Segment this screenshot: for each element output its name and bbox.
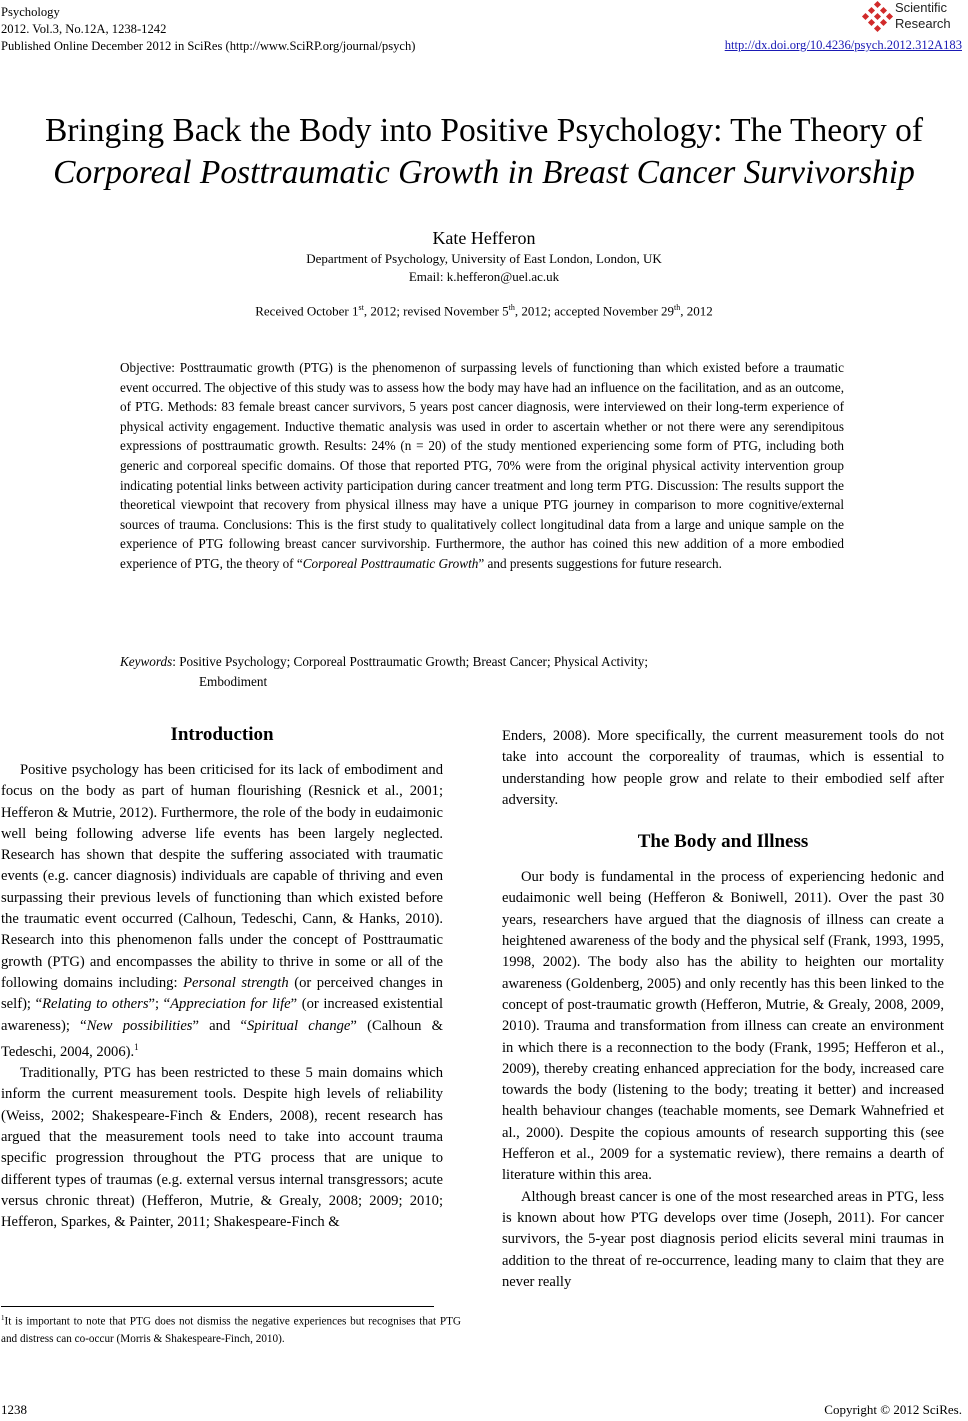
publisher-logo [863,0,963,36]
paper-title [0,110,968,194]
page-number: 1238 [1,1402,27,1417]
title-line-2: Corporeal Posttraumatic Growth in Breast Cancer Survivorship [53,154,915,191]
footnote-divider [1,1306,434,1307]
paragraph: Enders, 2008). More specifically, the current measurement tools do not take into account the corporeality of traumas, which is essential to understanding how people grow and relate to their embodied self after adversity. [502,728,944,808]
doi-link[interactable]: http://dx.doi.org/10.4236/psych.2012.312A183 [724,38,962,52]
section-heading-introduction: Introduction [170,724,274,745]
left-column [1,722,443,1233]
logo-text-line1: Scientific [895,0,948,15]
journal-volume: 2012. Vol.3, No.12A, 1238-1242 [1,22,167,36]
journal-header [1,4,416,55]
section-heading-body-illness: The Body and Illness [637,831,809,853]
scientific-research-logo-icon [863,2,893,32]
keywords: Keywords: Positive Psychology; Corporeal Posttraumatic Growth; Breast Cancer; Physical Activity; Embodiment [120,654,649,689]
author-department: Department of Psychology, University of East London, London, UK [306,251,662,266]
copyright: Copyright © 2012 SciRes. [824,1402,962,1417]
logo-text-line2: Research [895,16,951,31]
footnote: $^1$It is important to note that PTG does not dismiss the negative experiences but recognises that PTG and distress can co-occur (Morris & Shakespeare-Finch, 2010). [1,1314,461,1345]
publication-info: Published Online December 2012 in SciRes (http://www.SciRP.org/journal/psych) [1,39,416,53]
abstract: Objective: Posttraumatic growth (PTG) is the phenomenon of surpassing levels of functioning than which existed before a traumatic event occurred. The objective of this study was to assess how the body may have had an influence on the facilitation, and as an outcome, of PTG. Methods: 83 female breast cancer survivors, 5 years post cancer diagnosis, were interviewed on their long-term experience of physical activity engagement. Inductive thematic analysis was used in order to ascertain whether or not there were any serendipitous expressions of posttraumatic growth. Results: 24% (n = 20) of the study mentioned experiencing some form of PTG, including both generic and corporeal specific domains. Of those that reported PTG, 70% were from the original physical activity intervention group indicating potential links between activity participation during cancer treatment and long term PTG. Discussion: The results support the theoretical viewpoint that recovery from physical illness may have a unique PTG journey in comparison to more cognitive/external sources of trauma. Conclusions: This is the first study to qualitatively collect longitudinal data from a large and unique sample on the experience of PTG following breast cancer survivorship. Furthermore, the author has coined this new addition of a more embodied experience of PTG, the theory of “Corporeal Posttraumatic Growth” and presents suggestions for future research. [120,360,844,571]
author-affiliation [0,250,968,286]
keywords-label: Keywords [120,654,173,669]
paragraph: Positive psychology has been criticised for its lack of embodiment and focus on the body as part of human flourishing (Resnick et al., 2001; Hefferon & Mutrie, 2012). Furthermore, the role of the body in eudaimonic well being following adverse life events has been largely neglected. Research has shown that despite the suffering associated with traumatic events (e.g. cancer diagnosis) individuals are capable of thriving and even surpassing their previous levels of functioning than which existed before the traumatic event occurred (Calhoun, Tedeschi, Cann, & Hanks, 2010). Research into this phenomenon falls under the concept of Posttraumatic growth (PTG) and encompasses the ability to thrive in some or all of the following domains including: Personal strength (or perceived changes in self); “Relating to others”; “Appreciation for life” (or increased existential awareness); “New possibilities” and “Spiritual change” (Calhoun & Tedeschi, 2004, 2006).$^1$ [1,762,443,1060]
author-name: Kate Hefferon [432,228,536,248]
title-line-1: Bringing Back the Body into Positive Psychology: The Theory of [44,112,924,149]
paragraph: Although breast cancer is one of the most researched areas in PTG, less is known about how PTG develops over time (Joseph, 2011). For cancer survivors, the 5-year post diagnosis period elicits several mini traumas in addition to the threat of re-occurrence, leading many to claim that they are never really [502,1188,944,1290]
right-column [502,726,944,1293]
journal-name: Psychology [1,5,60,19]
paragraph: Traditionally, PTG has been restricted to these 5 main domains which inform the current measurement tools. Despite high levels of reliability (Weiss, 2002; Shakespeare-Finch & Enders, 2008), recent research has argued that the measurement tools need to take into account trauma specific progression throughout the PTG process that are unique to different types of traumas (e.g. external versus internal transgressors; acute versus chronic threat) (Hefferon, Mutrie, & Grealy, 2008; 2009; 2010; Hefferon, Sparkes, & Painter, 2011; Shakespeare-Finch & [1,1065,443,1231]
received-dates: Received October 1st, 2012; revised November 5th, 2012; accepted November 29th, 2012 [255,303,713,319]
author-email: Email: k.hefferon@uel.ac.uk [408,269,560,284]
paragraph: Our body is fundamental in the process of experiencing hedonic and eudaimonic well being (Hefferon & Boniwell, 2011). Over the past 30 years, researchers have argued that the diagnosis of illness can create a heightened awareness of the body and the physical self (Frank, 1993, 1995, 1998, 2002). The body also has the ability to heighten our mortality awareness (Goldenberg, 2005) and only recently has this been linked to the concept of post-traumatic growth (Hefferon, Mutrie, & Grealy, 2008, 2009, 2010). Trauma and transformation from illness can create an environment in which there is a reconnection to the body (Frank, 1995; Hefferon et al., 2009), thereby creating enhanced appreciation for the body, increased care towards the body (listening to the body; treating it better) and increased health behaviour changes (teachable moments, see Demark Wahnefried et al., 2000). Despite the copious amounts of research supporting this (see Hefferon et al., 2009 for a systematic review), there remains a dearth of literature within this area. [502,869,944,1184]
